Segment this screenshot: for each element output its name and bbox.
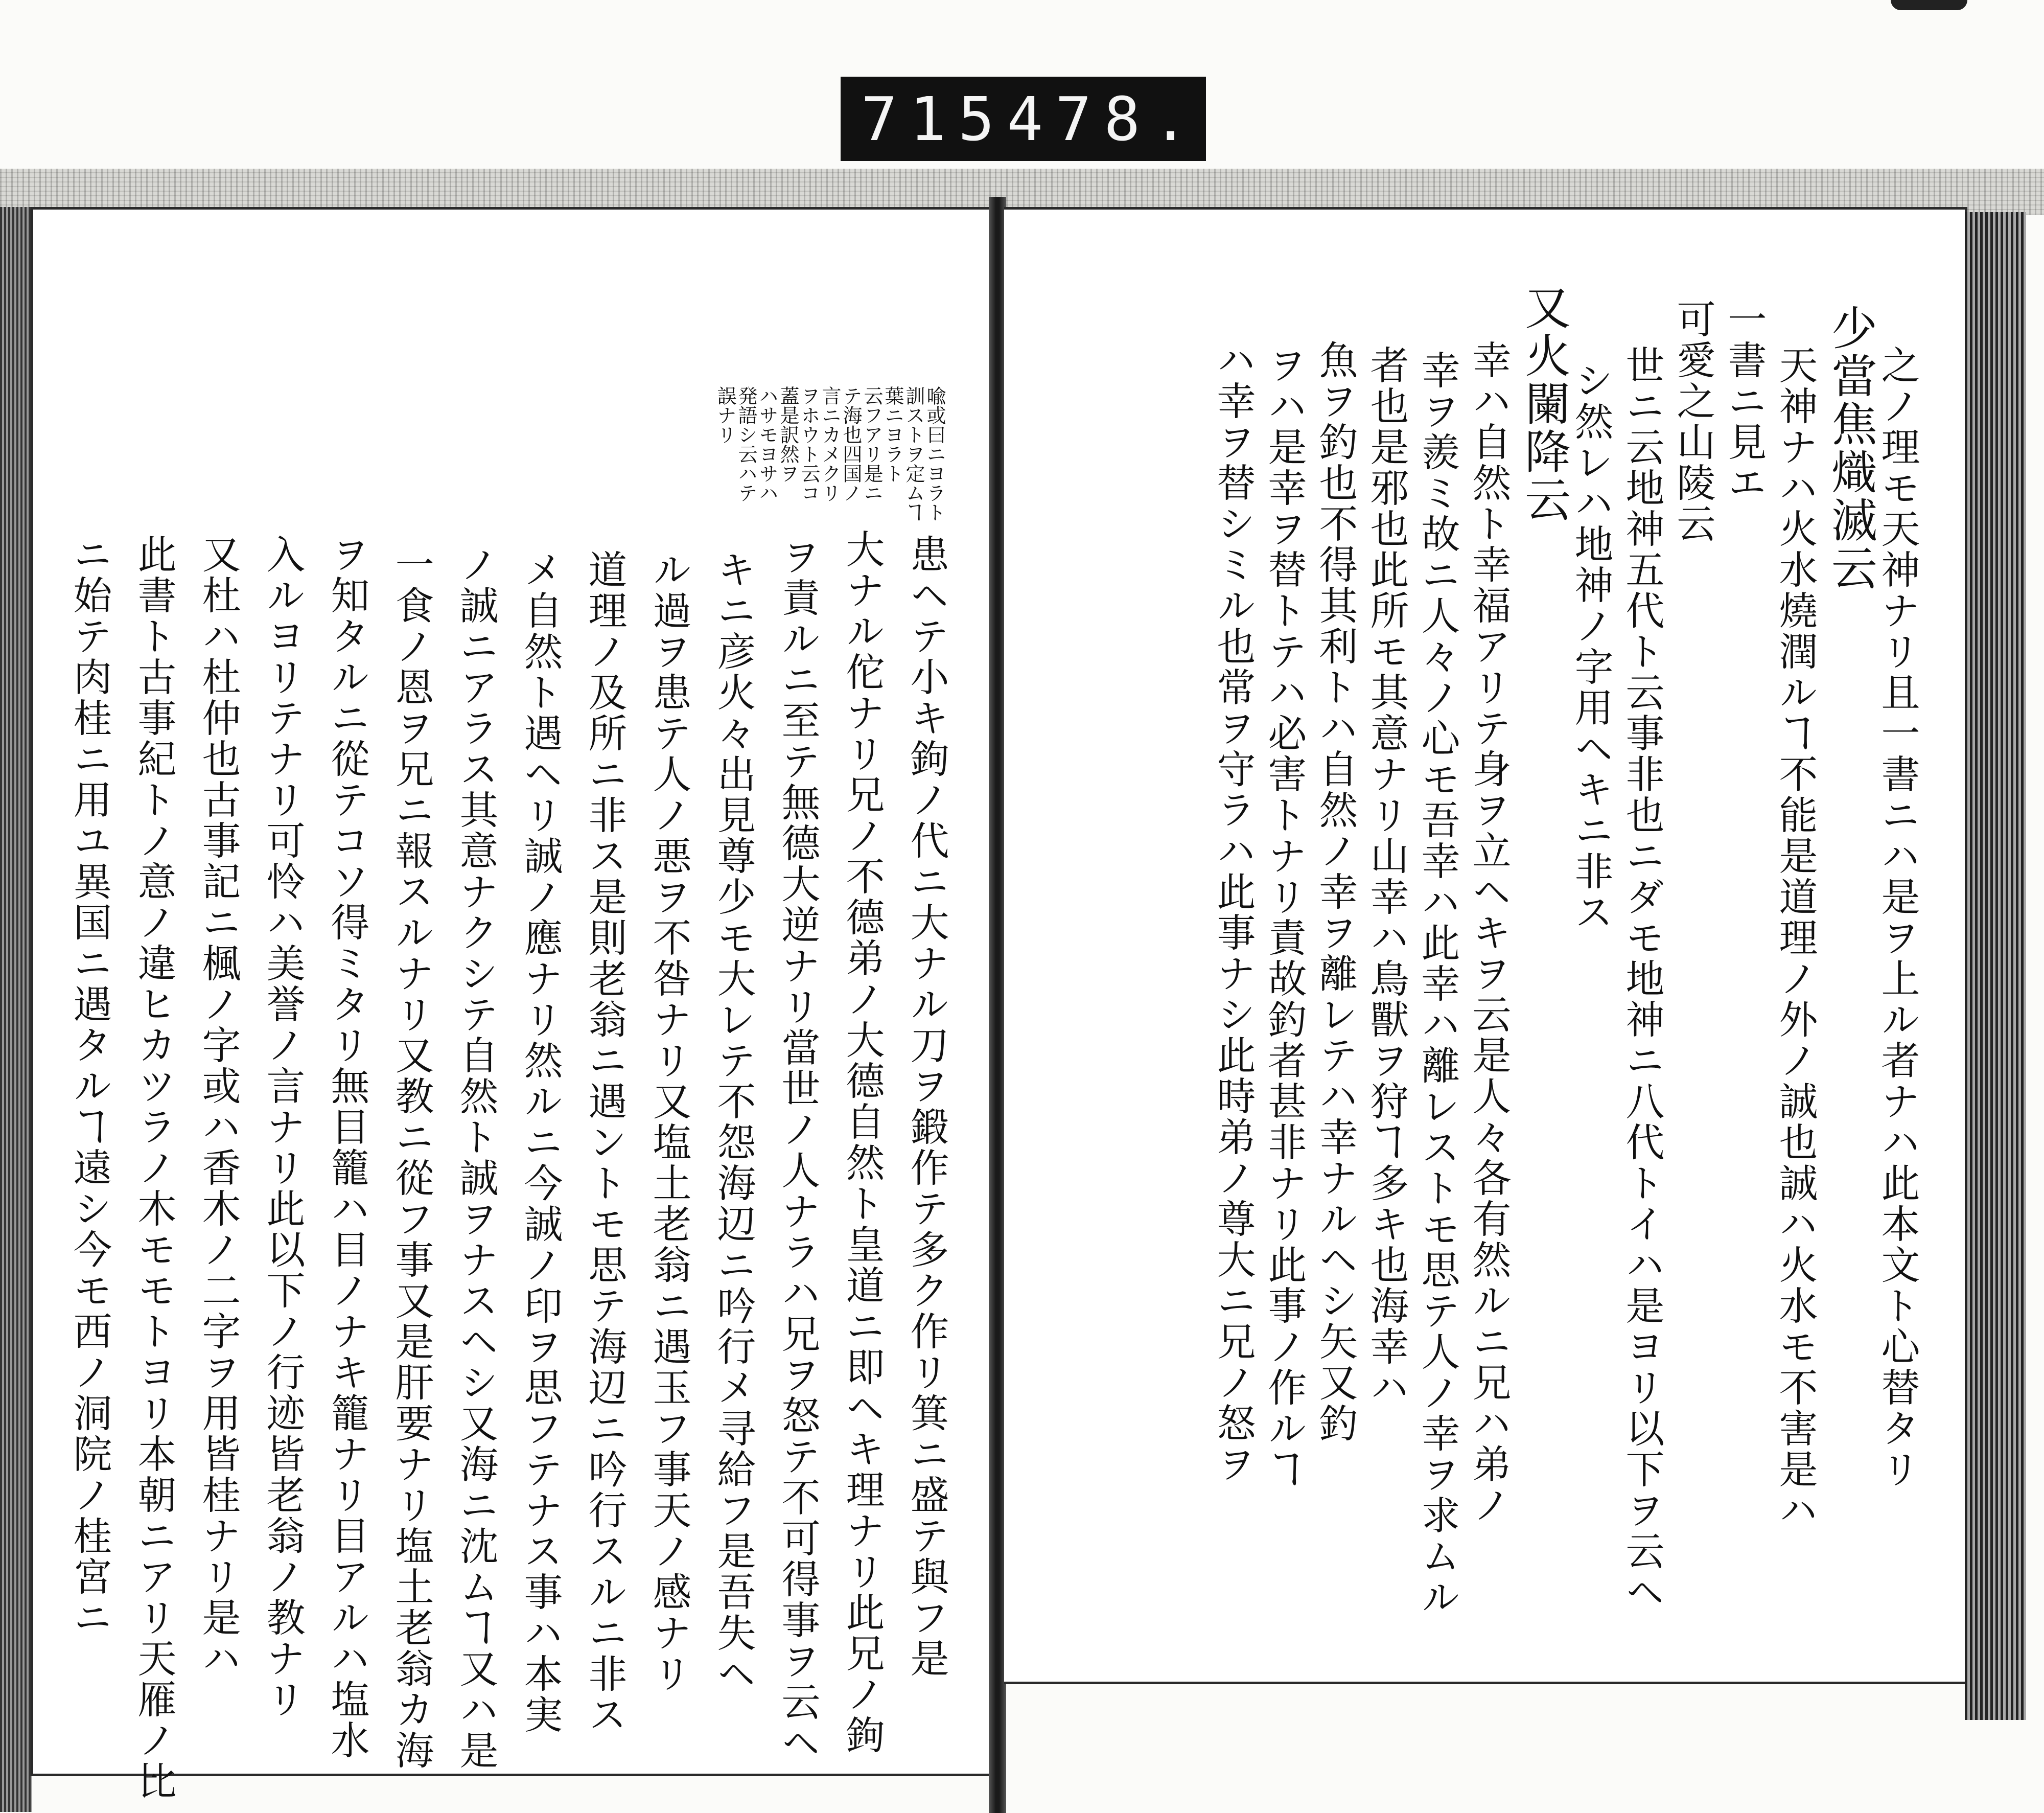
left-text-column: 道理ノ及所ニ非ス是則老翁ニ遇ントモ思テ海辺ニ吟行スルニ非ス bbox=[582, 549, 628, 1735]
book-spine bbox=[989, 197, 1006, 1813]
left-text-column: 又杜ハ杜仲也古事記ニ楓ノ字或ハ香木ノ二字ヲ用皆桂ナリ是ハ bbox=[196, 534, 241, 1679]
left-annotation-column: 誤ナリ bbox=[714, 386, 736, 444]
left-text-column: ヲ責ルニ至テ無德大逆ナリ當世ノ人ナラハ兄ヲ怒テ不可得事ヲ云ヘ bbox=[775, 537, 821, 1763]
book-edge-left bbox=[0, 207, 32, 1812]
left-annotation-column: 発語シ云ハテ bbox=[735, 386, 757, 502]
corner-mark bbox=[1891, 0, 1967, 10]
left-text-column: 入ルヨリテナリ可怜ハ美誉ノ言ナリ此以下ノ行迹皆老翁ノ教ナリ bbox=[260, 534, 306, 1720]
left-annotation-column: 云フアリ是ニ bbox=[861, 386, 883, 502]
right-text-column: 幸ハ自然ト幸福アリテ身ヲ立ヘキヲ云是人々各有然ルニ兄ハ弟ノ bbox=[1466, 340, 1512, 1526]
left-annotation-column: 訓ストヲ定ムヿ bbox=[902, 386, 925, 522]
left-text-column: 此書ト古事紀トノ意ノ違ヒカツラノ木モモトヨリ本朝ニアリ天雁ノ比 bbox=[131, 534, 177, 1802]
left-annotation-column: 蓋是訳然ヲ bbox=[777, 386, 799, 483]
archive-label bbox=[841, 77, 1206, 161]
left-text-column: キニ彦火々出見尊少モ大レテ不怨海辺ニ吟行メ寻給フ是吾失ヘ bbox=[711, 549, 756, 1694]
left-text-column: 患ヘテ小キ鉤ノ代ニ大ナル刀ヲ鍛作テ多ク作リ箕ニ盛テ與フ是 bbox=[904, 534, 949, 1679]
right-text-column: 又火闌降云 bbox=[1517, 284, 1570, 524]
left-annotation-column: 葉ニヨラト bbox=[881, 386, 904, 483]
left-annotation-column: ハサモヨサハ bbox=[756, 386, 778, 502]
left-annotation-column: 言ニカメクリ bbox=[819, 386, 841, 502]
right-text-column: 少當焦熾滅云 bbox=[1823, 304, 1877, 592]
label-number-right: 478. bbox=[1007, 83, 1201, 154]
label-number-left: 715 bbox=[861, 83, 1007, 154]
book-edge-right bbox=[1965, 212, 2026, 1720]
left-text-column: ニ始テ肉桂ニ用ユ異国ニ遇タルヿ遠シ今モ西ノ洞院ノ桂宮ニ bbox=[67, 534, 112, 1638]
left-text-column: 一食ノ恩ヲ兄ニ報スルナリ又教ニ從フ事又是肝要ナリ塩土老翁カ海 bbox=[389, 544, 434, 1771]
left-annotation-column: ヲホウト云コ bbox=[798, 386, 820, 502]
left-text-column: ヲ知タルニ從テコソ得ミタリ無目籠ハ目ノナキ籠ナリ目アルハ塩水 bbox=[324, 534, 370, 1761]
left-annotation-column: テ海也四国ノ bbox=[840, 386, 862, 502]
right-text-column: ヲハ是幸ヲ替トテハ必害トナリ責故釣者甚非ナリ此事ノ作ルヿ bbox=[1262, 345, 1307, 1490]
left-page bbox=[31, 207, 994, 1802]
right-text-column: 之ノ理モ天神ナリ且一書ニハ是ヲ上ル者ナハ此本文ト心替タリ bbox=[1875, 345, 1920, 1490]
left-text-column: 大ナル佗ナリ兄ノ不德弟ノ大德自然ト皇道ニ即ヘキ理ナリ此兄ノ鉤 bbox=[840, 529, 885, 1756]
right-text-column: ハ幸ヲ替シミル也常ヲ守ラハ此事ナシ此時弟ノ尊大ニ兄ノ怒ヲ bbox=[1211, 340, 1256, 1485]
right-text-column: 一書ニ見エ bbox=[1722, 299, 1767, 503]
right-text-column: 魚ヲ釣也不得其利トハ自然ノ幸ヲ離レテハ幸ナルヘシ矢又釣 bbox=[1313, 340, 1358, 1444]
right-text-column: 天神ナハ火水燒潤ルヿ不能是道理ノ外ノ誠也誠ハ火水モ不害是ハ bbox=[1773, 345, 1818, 1531]
left-text-column: ノ誠ニアラス其意ナクシテ自然ト誠ヲナスヘシ又海ニ沈ムヿ又ハ是 bbox=[453, 544, 499, 1771]
left-text-column: ル過ヲ患テ人ノ悪ヲ不咎ナリ又塩土老翁ニ遇玉フ事天ノ感ナリ bbox=[646, 549, 692, 1694]
open-book bbox=[0, 197, 2044, 1813]
right-text-column: シ然レハ地神ノ字用ヘキニ非ス bbox=[1568, 360, 1614, 933]
left-annotation-column: 喩或曰ニヨラト bbox=[923, 386, 946, 522]
right-page bbox=[1004, 207, 1967, 1684]
right-text-column: 世ニ云地神五代ト云事非也ニダモ地神ニ八代トイハ是ヨリ以下ヲ云ヘ bbox=[1619, 345, 1665, 1613]
left-text-column: メ自然ト遇ヘリ誠ノ應ナリ然ルニ今誠ノ印ヲ思フテナス事ハ本実 bbox=[518, 549, 563, 1735]
right-text-column: 可愛之山陵云 bbox=[1670, 299, 1716, 544]
right-text-column: 幸ヲ羨ミ故ニ人々ノ心モ吾幸ハ此幸ハ離レストモ思テ人ノ幸ヲ求ムル bbox=[1415, 350, 1460, 1618]
right-text-column: 者也是邪也此所モ其意ナリ山幸ハ鳥獸ヲ狩ヿ多キ也海幸ハ bbox=[1364, 345, 1409, 1408]
